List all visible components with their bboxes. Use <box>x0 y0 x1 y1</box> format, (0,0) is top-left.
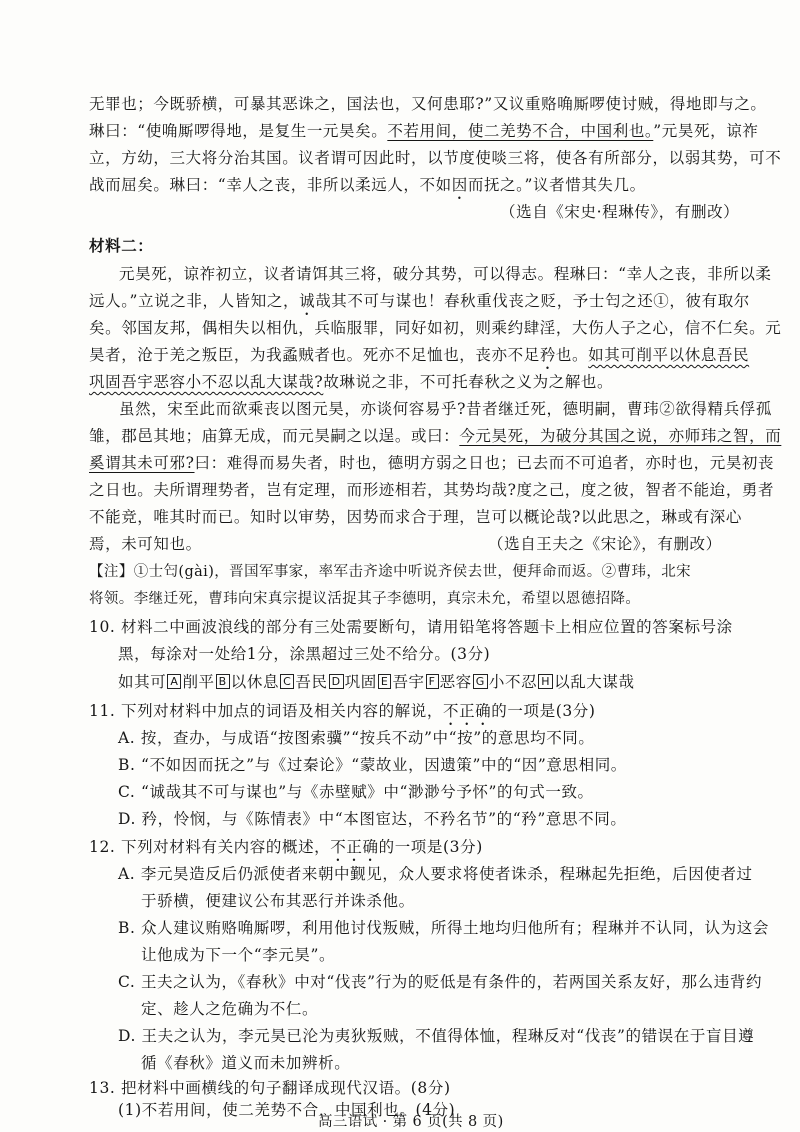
material2-p2-line1: 虽然，宋至此而欲乘丧以图元昊，亦谈何容易乎?昔者继迁死，德明嗣，曹玮②欲得精兵俘孤 <box>119 400 772 418</box>
page-footer: 高三语试 · 第 6 页(共 8 页) <box>318 1114 504 1130</box>
q10-options: 如其可 A 削平 B 以休息 C 吾民 D 巩固 E 吾宇 F 恶容 G 小不忍 H 以乱大谋哉 <box>118 673 635 691</box>
material2-source: （选自王夫之《宋论》，有删改） <box>488 535 722 553</box>
q12-emphasis: 不正确 <box>330 838 379 856</box>
material2-p1-line3: 矣。邻国友邦，偶相失以相仇，兵临服罪，同好如初，则乘约肆淫，大伤人子之心，信不仁矣。元 <box>89 319 782 337</box>
material2-p2-line4: 之日也。夫所谓理势者，岂有定理，而形迹相若，其势均哉?度之己，度之彼，智者不能迨，勇者 <box>89 481 775 499</box>
q11-option-c[interactable]: C. “诚哉其不可与谋也”与《赤壁赋》中“渺渺兮予怀”的句式一致。 <box>118 783 594 801</box>
q11-option-b[interactable]: B. “不如因而抚之”与《过秦论》“蒙故业，因遗策”中的“因”意思相同。 <box>118 756 627 774</box>
q12-option-b-line2: 让他成为下一个“李元昊”。 <box>141 946 336 964</box>
q12-option-b-line1[interactable]: B. 众人建议贿赂唃厮啰，利用他讨伐叛贼，所得土地均归他所有；程琳并不认同，认为这会 <box>118 919 769 937</box>
q12-option-c-line1[interactable]: C. 王夫之认为，《春秋》中对“伐丧”行为的贬低是有条件的，若两国关系友好，那么违背约 <box>118 973 763 991</box>
answer-box-d[interactable]: D <box>329 674 344 689</box>
q12-option-a-line2: 于骄横，便建议公布其恶行并诛杀他。 <box>141 892 415 910</box>
q11-option-a[interactable]: A. 按，查办，与成语“按图索骥”“按兵不动”中“按”的意思均不同。 <box>118 729 595 747</box>
material2-p1-line2: 远人。”立说之非，人皆知之，诚哉其不可与谋也！春秋重伐丧之贬，予士匄之还①，彼有取尔 <box>89 292 750 310</box>
answer-box-f[interactable]: F <box>426 674 439 689</box>
material2-p2-line6: 焉，未可知也。 <box>89 535 202 553</box>
material1-line3: 立，方幼，三大将分治其国。议者谓可因此时，以节度使啖三将，使各有所部分，以弱其势，可不 <box>89 149 782 167</box>
q10-stem-line1: 10. 材料二中画波浪线的部分有三处需要断句，请用铅笔将答题卡上相应位置的答案标号涂 <box>89 618 733 636</box>
material1-line4: 战而屈矣。琳曰：“幸人之丧，非所以柔远人，不如因而抚之。”议者惜其失几。 <box>89 176 646 194</box>
material2-p1-line4: 昊者，沧于羌之叛臣，为我蟊贼者也。死亦不足恤也，丧亦不足矜也。如其可削平以休息吾民 <box>89 346 750 364</box>
answer-box-g[interactable]: G <box>473 674 488 689</box>
underlined-sentence-2b: 奚谓其未可邪? <box>89 454 195 472</box>
material1-line1: 无罪也；今既骄横，可暴其恶诛之，国法也，又何患耶?”又议重赂唃厮啰使讨贼，得地即与之。 <box>89 95 767 113</box>
material2-p2-line3: 奚谓其未可邪?曰：难得而易失者，时也，德明方弱之日也；已去而不可追者，亦时也，元昊初丧 <box>89 454 775 472</box>
q11-stem: 11. 下列对材料中加点的词语及相关内容的解说，不正确的一项是(3分) <box>89 702 596 720</box>
q12-option-d-line1[interactable]: D. 王夫之认为，李元昊已沦为夷狄叛贼，不值得体恤，程琳反对“伐丧”的错误在于盲目遵 <box>118 1027 755 1045</box>
answer-box-e[interactable]: E <box>378 674 392 689</box>
q11-option-d[interactable]: D. 矜，怜悯，与《陈情表》中“本图宦达，不矜名节”的“矜”意思不同。 <box>118 810 627 828</box>
underlined-sentence-1: 不若用间，使二羌势不合，中国利也。 <box>387 122 654 140</box>
material2-p2-line2: 雏，郡邑其地；庙算无成，而元昊嗣之以逞。或曰：今元昊死，为破分其国之说，亦师玮之智，而 <box>89 427 782 445</box>
answer-box-c[interactable]: C <box>280 674 294 689</box>
notes-line1: 【注】①士匄(gài)，晋国军事家，率军击齐途中听说齐侯去世，便拜命而返。②曹玮，北宋 <box>89 564 692 580</box>
q13-sub1: (1)不若用间，使二羌势不合，中国利也。(4分) <box>118 1101 456 1119</box>
wavy-passage-part2: 巩固吾宇恶容小不忍以乱大谋哉? <box>89 373 324 391</box>
q11-emphasis: 不正确 <box>442 702 492 720</box>
q10-stem-line2: 黑，每涂对一处给1分，涂黑超过三处不给分。(3分) <box>118 645 491 663</box>
material1-line2: 琳曰：“使唃厮啰得地，是复生一元昊矣。不若用间，使二羌势不合，中国利也。”元昊死，谅祚 <box>89 122 759 140</box>
material2-p1-line5: 巩固吾宇恶容小不忍以乱大谋哉?故琳说之非，不可托春秋之义为之解也。 <box>89 373 614 391</box>
material2-heading: 材料二： <box>89 236 154 255</box>
answer-box-b[interactable]: B <box>216 674 230 689</box>
notes-line2: 将领。李继迁死，曹玮向宋真宗提议活捉其子李德明，真宗未允，希望以恩德招降。 <box>89 591 641 607</box>
answer-box-h[interactable]: H <box>538 674 553 689</box>
wavy-passage-part1: 如其可削平以休息吾民 <box>588 346 750 364</box>
material1-source: （选自《宋史·程琳传》，有删改） <box>500 203 740 221</box>
q12-option-d-line2: 循《春秋》道义而未加辨析。 <box>141 1054 351 1072</box>
answer-box-a[interactable]: A <box>167 674 181 689</box>
q12-stem: 12. 下列对材料有关内容的概述，不正确的一项是(3分) <box>89 838 483 856</box>
dotted-word-yin: 因 <box>451 176 468 194</box>
underlined-sentence-2a: 今元昊死，为破分其国之说，亦师玮之智，而 <box>459 427 782 445</box>
q12-option-a-line1[interactable]: A. 李元昊造反后仍派使者来朝中觐见，众人要求将使者诛杀，程琳起先拒绝，后因使者过 <box>118 865 753 883</box>
q12-option-c-line2: 定、趁人之危确为不仁。 <box>141 1000 319 1018</box>
q13-stem: 13. 把材料中画横线的句子翻译成现代汉语。(8分) <box>89 1079 451 1097</box>
dotted-word-cheng: 诚 <box>299 292 316 310</box>
dotted-word-jin: 矜 <box>539 346 556 364</box>
material2-p1-line1: 元昊死，谅祚初立，议者请饵其三将，破分其势，可以得志。程琳曰：“幸人之丧，非所以柔 <box>119 265 772 283</box>
material2-p2-line5: 不能竞，唯其时而已。知时以审势，因势而求合于理，岂可以概论哉?以此思之，琳或有深心 <box>89 508 742 526</box>
